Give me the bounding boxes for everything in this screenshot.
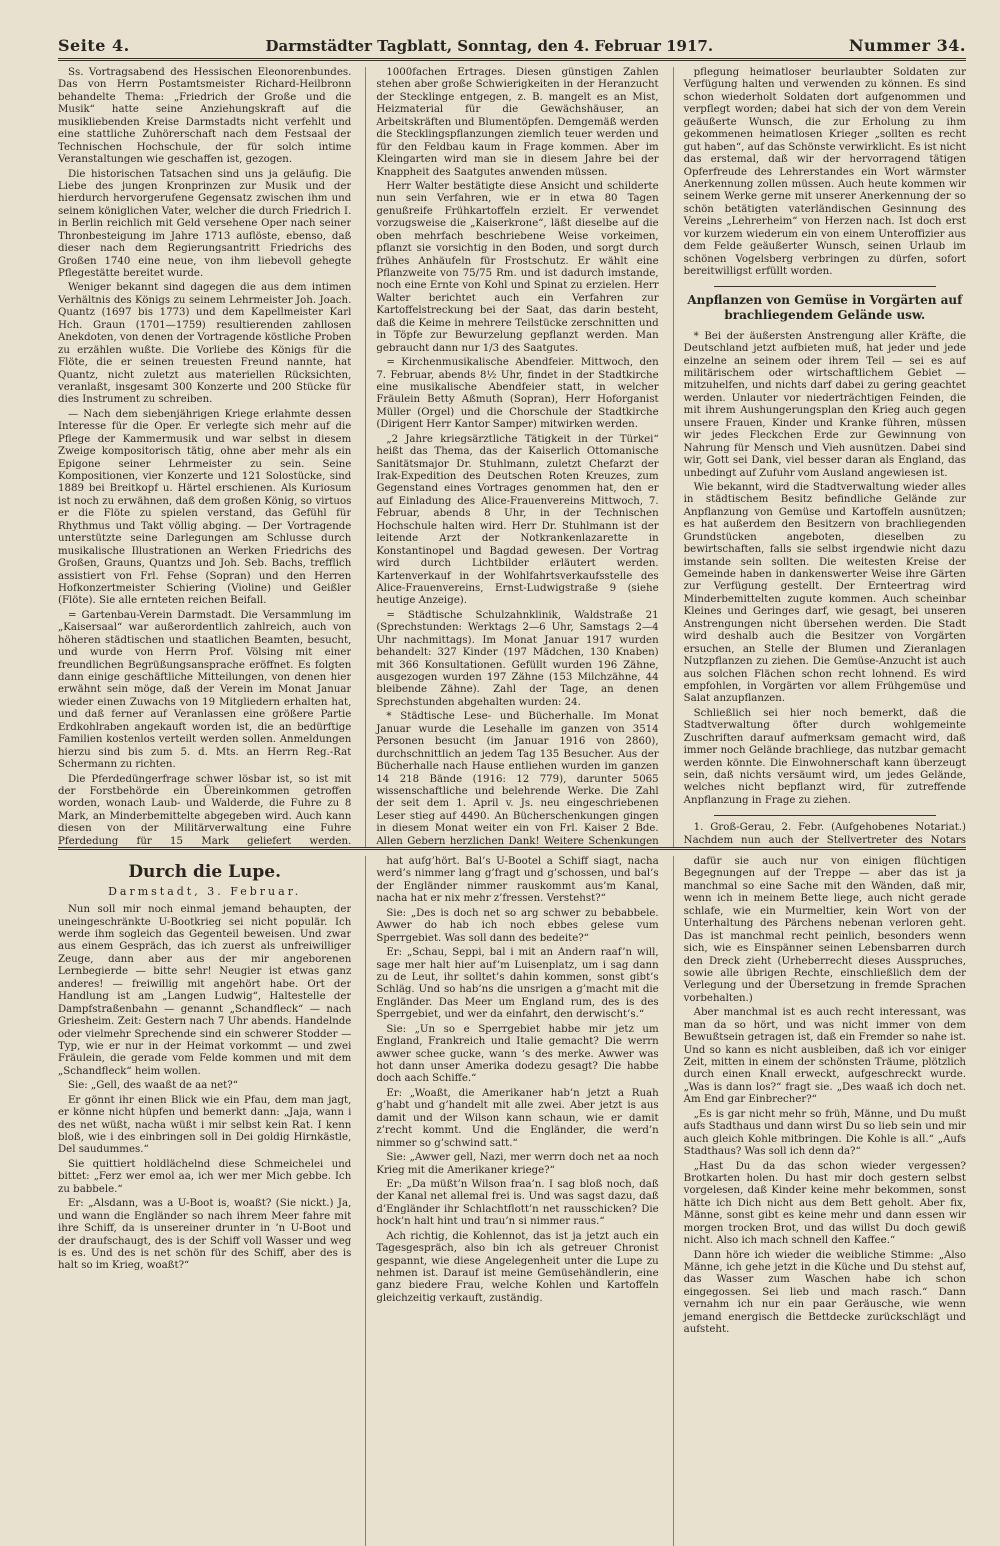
feature-dateline: Darmstadt, 3. Februar.	[108, 884, 302, 898]
column-b3	[673, 856, 966, 1546]
masthead: Darmstädter Tagblatt, Sonntag, den 4. Februar 1917.	[265, 37, 714, 55]
issue-number: Nummer 34.	[848, 36, 966, 55]
article-paragraph: „Hast Du da das schon wieder vergessen? Brotkarten holen. Du hast mir doch gestern selbst vorgelesen, daß Kinder keine mehr bekommen, sonst hätte ich Dich nicht aus dem Bett geholt. Aber fix, Männe, sonst gibt es keine mehr und dann essen wir morgen trocken Brot, und das willst Du doch gewiß nicht. Also ich mach schnell den Kaffee.“	[683, 1160, 966, 1247]
article-paragraph: pflegung heimatloser beurlaubter Soldaten zur Verfügung halten und verwenden zu können. Es sind schon wiederholt Soldaten dort aufgenommen und verpflegt worden; dabei hat sich der von dem Verein geäußerte Wunsch, die zur Erholung zu ihm gekommenen heimatlosen Krieger „sollten es recht gut haben“, auf das Schönste verwirklicht. Es ist nicht das erstemal, daß wir der hervorragend tätigen Opferfreude des Lehrerstandes ein Wort wärmster Anerkennung zollen müssen. Auch heute kommen wir seinem Werke gerne mit unserer Anerkennung der so schön betätigten vaterländischen Gesinnung des Vereins „Lehrerheim“ von Herzen nach. Ist doch erst vor kurzem wiederum ein von einem Unteroffizier aus dem Felde geäußerter Wunsch, seinen Urlaub im schönen Vogelsberg verbringen zu dürfen, sofort bereitwilligst erfüllt worden.	[683, 67, 966, 277]
column-b2	[365, 856, 658, 1546]
article-paragraph: Dann höre ich wieder die weibliche Stimme: „Also Männe, ich gehe jetzt in die Küche und Du stehst auf, das Wasser zum Waschen habe ich schon eingegossen. Sei lieb und mach rasch.“ Dann vernahm ich nur ein paar Geräusche, wie wenn jemand energisch die Bettdecke zurückschlägt und aufsteht.	[683, 1249, 966, 1336]
article-paragraph: Ach richtig, die Kohlennot, das ist ja jetzt auch ein Tagesgespräch, also bin ich als getreuer Chronist gespannt, wie diese Angelegenheit unter die Lupe zu nehmen ist. Darauf ist meine Gemüsehändlerin, eine ganz biedere Frau, welche Kohlen und Kartoffeln gleichzeitig verkauft, zuständig.	[376, 1230, 659, 1304]
article-paragraph: Herr Walter bestätigte diese Ansicht und schilderte nun sein Verfahren, wie er in etwa 80 Tagen genußreife Frühkartoffeln erzielt. Er verwendet vorzugsweise die „Kaiserkrone“, läßt dieselbe auf die oben mehrfach beschriebene Weise vorkeimen, pflanzt sie vorsichtig in den Boden, und sorgt durch frühes Anhäufeln für Frostschutz. Er wählt eine Pflanzweite von 75/75 Rm. und ist dadurch imstande, noch eine Ernte von Kohl und Spinat zu erzielen. Herr Walter berichtet auch ein Verfahren zur Kartoffelstreckung bei der Saat, das darin besteht, daß die Keime in mehrere Teilstücke zerschnitten und in Töpfe zur Bewurzelung gepflanzt werden. Man gebraucht dann nur 1/3 des Saatgutes.	[376, 180, 659, 354]
page-header	[58, 36, 966, 61]
article-paragraph: hat aufg’hört. Bal’s U-Bootel a Schiff siagt, nacha werd’s nimmer lang g’fragt und g’schossen, und bal’s der Engländer nimmer rauskommt aus’m Kanal, nacha hat er nix mehr z’fressen. Verstehst?“	[376, 856, 659, 905]
article-paragraph: Sie: „Awwer gell, Nazi, mer werrn doch net aa noch Krieg mit die Amerikaner kriege?“	[376, 1152, 659, 1176]
article-paragraph: Sie: „Gell, des waaßt de aa net?“	[68, 1080, 238, 1092]
article-paragraph: Er: „Woaßt, die Amerikaner hab’n jetzt a Ruah g’habt und g’handelt mit alle zwei. Aber jetzt is aus damit und der Wilson kann schaun, wie er damit z’recht kommt. Und die Engländer, die werd’n nimmer so g’schwind satt.“	[376, 1087, 659, 1149]
article-paragraph: Er: „Schau, Seppi, bal i mit an Andern raaf’n will, sage mer halt hier auf’m Luisenplatz, um i sag dann zu de Leut, ihr solltet’s dahin kommen, sonst gibt’s Schläg. Und so hab’ns die unsrigen a g’macht mit die Engländer. Das Meer um England rum, des is des Sperrgebiet, und wer da einfahrt, den derwischt’s.“	[376, 947, 659, 1021]
article-paragraph: = Städtische Schulzahnklinik, Waldstraße 21 (Sprechstunden: Werktags 2—6 Uhr, Samstags 2—4 Uhr nachmittags). Im Monat Januar 1917 wurden behandelt: 327 Kinder (197 Mädchen, 130 Knaben) mit 366 Konsultationen. Gefüllt wurden 196 Zähne, ausgezogen wurden 197 Zähne (153 Milchzähne, 44 bleibende Zähne). Zahl der Tage, an denen Sprechstunden abgehalten wurden: 24.	[376, 609, 659, 708]
gemuese-heading: Anpflanzen von Gemüse in Vorgärten auf brachliegendem Gelände usw.	[687, 293, 963, 323]
article-paragraph: Weniger bekannt sind dagegen die aus dem intimen Verhältnis des Königs zu seinem Lehrmeister Joh. Joach. Quantz (1697 bis 1773) und dem Kapellmeister Karl Hch. Graun (1701—1759) resultierenden zahllosen Anekdoten, von denen der Vortragende köstliche Proben zu erzählen wußte. Die Vorliebe des Königs für die Flöte, die er seinen treuesten Freund nannte, hat Quantz, nicht zuletzt aus materiellen Rücksichten, veranlaßt, insgesamt 300 Konzerte und 200 Stücke für dies Instrument zu schreiben.	[58, 282, 352, 406]
article-paragraph: Er: „Alsdann, was a U-Boot is, woaßt? (Sie nickt.) Ja, und wann die Engländer so nach ihrem Meer fahre mit ihre Schiff, da is unsereiner drunter in ’n U-Boot und der draufschaugt, des is der Schiff voll Wasser und weg is es. Und des is net schön für des Schiff, aber des is halt so im Krieg, woaßt?“	[58, 1198, 352, 1272]
divider	[714, 815, 936, 816]
article-paragraph: Sie: „Un so e Sperrgebiet habbe mir jetz um England, Frankreich und Italie gemacht? Die werrn awwer schee gucke, wann ‘s des merke. Awwer was hot dann unser Amerika dodezu gesagt? Die habbe doch aach Schiffe.“	[376, 1023, 659, 1085]
article-paragraph: „Es is gar nicht mehr so früh, Männe, und Du mußt aufs Stadthaus und dann wirst Du so lieb sein und mir auch gleich Kohle mitbringen. Die Kohle is all.“ „Aufs Stadthaus? Was soll ich denn da?“	[683, 1108, 966, 1158]
column-3	[673, 67, 966, 847]
article-paragraph: Die historischen Tatsachen sind uns ja geläufig. Die Liebe des jungen Kronprinzen zur Musik und der hierdurch hervorgerufene Gegensatz zwischen ihm und seinem königlichen Vater, welcher die durch Friedrich I. in Berlin reichlich mit Geld versehene Oper nach seiner Thronbesteigung im Jahre 1713 auflöste, ebenso, daß dieser nach dem Regierungsantritt Friedrichs des Großen 1740 eine neue, von ihm liebevoll gehegte Pflegestätte bereitet wurde.	[58, 168, 352, 279]
article-paragraph: Wie bekannt, wird die Stadtverwaltung wieder alles in städtischem Besitz befindliche Gelände zur Anpflanzung von Gemüse und Kartoffeln ausnützen; es hat außerdem den Besitzern von brachliegenden Grundstücken angeboten, dieselben zu bewirtschaften, falls sie selbst irgendwie nicht dazu imstande sein sollten. Die weitesten Kreise der Gemeinde haben in dankenswerter Weise ihre Gärten zur Verfügung gestellt. Der Ernteertrag wird Minderbemittelten zugute kommen. Auch scheinbar Kleines und Geringes darf, wie gesagt, bei unseren Anstrengungen nicht übersehen werden. Die Stadt wird deshalb auch die Besitzer von Vorgärten ersuchen, an Stelle der Blumen und Zieranlagen Nutzpflanzen zu ziehen. Die Gemüse-Anzucht ist auch aus solchen Flächen schon recht lohnend. Es wird empfohlen, in Vorgärten vor allem Frühgemüse und Salat anzupflanzen.	[683, 481, 966, 705]
article-paragraph: * Städtische Lese- und Bücherhalle. Im Monat Januar wurde die Lesehalle im ganzen von 3514 Personen besucht (im Januar 1916 von 2860), durchschnittlich an jedem Tag 135 Besucher. Aus der Bücherhalle nach Hause entliehen wurden im ganzen 14 218 Bände (1916: 12 779), darunter 5065 wissenschaftliche und belehrende Werke. Die Zahl der seit dem 1. April v. Js. neu eingeschriebenen Leser stieg auf 4490. An Bücherschenkungen gingen in diesem Monat weiter ein von Frl. Kaiser 2 Bde. Allen Gebern herzlichen Dank! Weitere Schenkungen	[376, 711, 659, 847]
divider	[714, 286, 936, 287]
article-paragraph: Er gönnt ihr einen Blick wie ein Pfau, dem man jagt, er könne nicht hüpfen und bemerkt dann: „Jaja, wann i des net wüßt, nacha wüßt i mir selbst kein Rat. I kenn bloß, wie i des einbringen soll in Dei goldig Hirnkästle, Del saudummes.“	[58, 1094, 352, 1156]
article-paragraph: dafür sie auch nur von einigen flüchtigen Begegnungen auf der Treppe — aber das ist ja manchmal so eine Sache mit den Wänden, daß mir, wenn ich in meinem Bette liege, auch nicht gerade schlafe, wie ein Murmeltier, kein Wort von der Unterhaltung des Pärchens nebenan verloren geht. Das ist manchmal recht peinlich, besonders wenn sich, wie es Einspänner seinen Lebensbarren durch den Dreck zieht (Urheberrecht dieses Ausspruches, sowie alle übrigen Rechte, einschließlich dem der Verlegung und der Übersetzung in fremde Sprachen vorbehalten.)	[683, 856, 966, 1004]
article-paragraph: Aber manchmal ist es auch recht interessant, was man da so hört, und was nicht immer von dem Bewußtsein getragen ist, daß ein Fremder so nahe ist. Und so kann es nicht ausbleiben, daß ich vor einiger Zeit, mitten in einem der schönsten Träume, plötzlich durch einen Knall erweckt, aufgeschreckt wurde. „Was is dann los?“ fragt sie. „Des waaß ich doch net. Am End gar Einbrecher?“	[683, 1007, 966, 1106]
article-paragraph: Er: „Da müßt’n Wilson fraa’n. I sag bloß noch, daß der Kanal net allemal frei is. Und was sagst dazu, daß d’Engländer ihr Schlachtflott’n net rausschicken? Die hock’n halt hint und trau’n si nimmer raus.“	[376, 1178, 659, 1228]
article-paragraph: — Nach dem siebenjährigen Kriege erlahmte dessen Interesse für die Oper. Er verlegte sich mehr auf die Pflege der Kammermusik und war selbst in diesem Zweige kompositorisch tätig, ohne aber mehr als ein Epigone seiner Lehrmeister zu sein. Seine Kompositionen, vier Konzerte und 121 Solostücke, sind 1889 bei Breitkopf u. Härtel erschienen. Als Kuriosum ist noch zu erwähnen, daß dem großen König, so virtuos er die Flöte zu spielen verstand, das Gefühl für Rhythmus und Takt völlig abging. — Der Vortragende unterstützte seine Darlegungen am Schlusse durch musikalische Illustrationen an Werken Friedrichs des Großen, Grauns, Quantzs und Joh. Seb. Bachs, trefflich assistiert von Frl. Fehse (Sopran) und den Herren Hofkonzertmeister Schiering (Violine) und Geißler (Flöte). Sie alle ernteten reichen Beifall.	[58, 408, 352, 607]
feuilleton-section	[58, 847, 966, 1546]
article-paragraph: „2 Jahre kriegsärztliche Tätigkeit in der Türkei“ heißt das Thema, das der Kaiserlich Ottomanische Sanitätsmajor Dr. Stuhlmann, zuletzt Chefarzt der Irak-Expedition des Deutschen Roten Kreuzes, zum Gegenstand eines Vortrages genommen hat, den er auf Einladung des Alice-Frauenvereins Mittwoch, 7. Februar, abends 8 Uhr, in der Technischen Hochschule halten wird. Herr Dr. Stuhlmann ist der leitende Arzt der Notkrankenlazarette in Konstantinopel und Bagdad gewesen. Der Vortrag wird durch Lichtbilder erläutert werden. Kartenverkauf in der Wohlfahrtsverkaufsstelle des Alice-Frauenvereins, Ernst-Ludwigstraße 9 (siehe heutige Anzeige).	[376, 433, 659, 607]
article-paragraph: Sie quittiert holdlächelnd diese Schmeichelei und bittet: „Ferz wer emol aa, ich wer mer Mich gebbe. Ich zu babbele.“	[58, 1158, 352, 1195]
article-paragraph: * Bei der äußersten Anstrengung aller Kräfte, die Deutschland jetzt aufbieten muß, hat jeder und jede einzelne an seinem oder ihrem Teil — sei es auf militärischem oder wirtschaftlichem Gebiet — mitzuhelfen, und nichts darf dabei zu gering geachtet werden. Unlauter vor niederträchtigen Feinden, die mit ihrem Aushungerungsplan den Krieg auch gegen unsere Frauen, Kinder und Kranke führen, müssen wir jedes Fleckchen Erde zur Gewinnung von Nahrung für Mensch und Vieh ausnützen. Dabei sind wir, Gott sei Dank, viel besser daran als England, das unbedingt auf Zufuhr vom Ausland angewiesen ist.	[683, 330, 966, 479]
column-1	[58, 67, 351, 847]
article-paragraph: = Gartenbau-Verein Darmstadt. Die Versammlung im „Kaisersaal“ war außerordentlich zahlreich, auch von höheren städtischen und staatlichen Beamten, besucht, und wurde von Herrn Prof. Völsing mit einer freundlichen Begrüßungsansprache eröffnet. Es folgten dann einige geschäftliche Mitteilungen, von denen hier erwähnt sein möge, daß der Verein im Monat Januar wieder einen Zuwachs von 19 Mitgliedern erhalten hat, und daß ferner auf Veranlassen eine größere Partie Erdkohlraben angekauft worden ist, die an bedürftige Familien kostenlos verteilt werden sollen. Anmeldungen hierzu sind bis zum 5. d. Mts. an Herrn Reg.-Rat Schermann zu richten.	[58, 609, 352, 771]
article-paragraph: = Kirchenmusikalische Abendfeier. Mittwoch, den 7. Februar, abends 8½ Uhr, findet in der Stadtkirche eine musikalische Abendfeier statt, in welcher Fräulein Betty Aßmuth (Sopran), Herr Hoforganist Müller (Orgel) und die Chorschule der Stadtkirche (Dirigent Herr Kantor Samper) mitwirken werden.	[376, 357, 659, 431]
article-paragraph: Nun soll mir noch einmal jemand behaupten, der uneingeschränkte U-Bootkrieg sei nicht populär. Ich werde ihm sogleich das Gegenteil beweisen. Und zwar aus einem Gespräch, das ich zuerst als unfreiwilliger Zeuge, dann aber aus der mir angeborenen Lernbegierde — bitte sehr! Neugier ist etwas ganz anderes! — freiwillig mit angehört habe. Ort der Handlung ist am „Langen Ludwig“, Haltestelle der Dampfstraßenbahn — genannt „Schandfleck“ — nach Griesheim. Zeit: Gestern nach 7 Uhr abends. Handelnde oder vielmehr Sprechende sind ein schwerer Stodder — Typ, wie er nur in der Heimat vorkommt — und zwei Fräulein, die gerade vom Felde kommen und mit dem „Schandfleck“ heim wollen.	[58, 904, 352, 1077]
news-brief: 1. Groß-Gerau, 2. Febr. (Aufgehobenes Notariat.) Nachdem nun auch der Stellvertreter des Notars	[683, 822, 966, 846]
article-paragraph: Ss. Vortragsabend des Hessischen Eleonorenbundes. Das von Herrn Postamtsmeister Richard-Heilbronn behandelte Thema: „Friedrich der Große und die Musik“ hatte seine Anziehungskraft auf die musikliebenden Kreise Darmstadts nicht verfehlt und eine stattliche Zuhörerschaft nach dem Festsaal der Technischen Hochschule, der für solch intime Veranstaltungen wie geschaffen ist, gezogen.	[58, 67, 352, 166]
column-2	[365, 67, 658, 847]
top-section	[58, 67, 966, 847]
article-paragraph: 1000fachen Ertrages. Diesen günstigen Zahlen stehen aber große Schwierigkeiten in der Heranzucht der Stecklinge entgegen, z. B. mangelt es an Mist, Heizmaterial für die Gewächshäuser, an Arbeitskräften und Blumentöpfen. Demgemäß werden die Stecklingspflanzungen ziemlich teuer werden und für den Feldbau kaum in Frage kommen. Aber im Kleingarten wird man sie in diesem Jahre bei der Knappheit des Saatgutes anwenden müssen.	[376, 67, 659, 178]
page-number: Seite 4.	[58, 36, 130, 55]
article-paragraph: Die Pferdedüngerfrage schwer lösbar ist, so ist mit der Forstbehörde ein Übereinkommen getroffen worden, wonach Laub- und Walderde, die Fuhre zu 8 Mark, an Minderbemittelte abgegeben wird. Auch kann diesen von der Militärverwaltung eine Fuhre Pferdedung für 15 Mark geliefert werden.	[58, 773, 352, 847]
article-paragraph: Schließlich sei hier noch bemerkt, daß die Stadtverwaltung öfter durch wohlgemeinte Zuschriften darauf aufmerksam gemacht wird, daß immer noch Gelände brachliege, das nutzbar gemacht werden könnte. Die Einwohnerschaft kann überzeugt sein, daß nichts versäumt wird, um jedes Gelände, welches nicht bepflanzt wird, für zutreffende Anpflanzung in Frage zu ziehen.	[683, 707, 966, 806]
article-paragraph: Sie: „Des is doch net so arg schwer zu bebabbele. Awwer do hab ich noch ebbes gelese vum Sperrgebiet. Was soll dann des bedeite?“	[376, 907, 659, 944]
feature-title: Durch die Lupe.	[128, 862, 282, 882]
column-b1	[58, 856, 351, 1546]
